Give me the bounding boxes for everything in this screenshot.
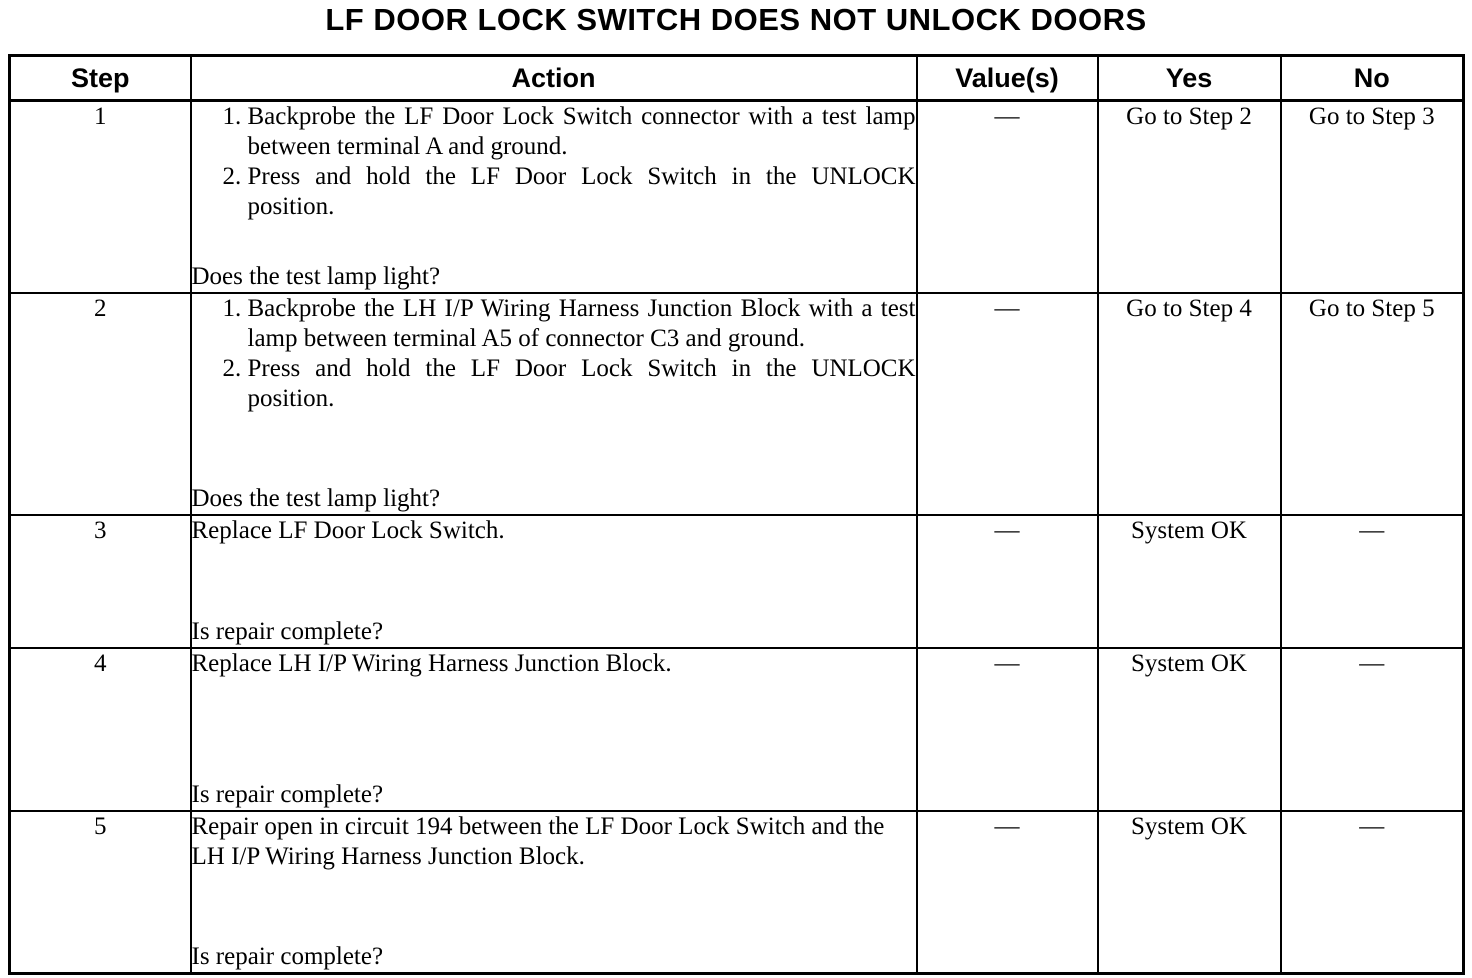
step-number: 2 [10,293,191,515]
yes-cell: System OK [1098,515,1281,648]
action-question: Is repair complete? [191,943,384,970]
action-question: Does the test lamp light? [191,484,441,512]
action-steps [192,294,916,414]
yes-cell: Go to Step 4 [1098,293,1281,515]
yes-cell: System OK [1098,648,1281,811]
action-text: Replace LH I/P Wiring Harness Junction Block. [191,649,672,677]
page-title: LF DOOR LOCK SWITCH DOES NOT UNLOCK DOORS [325,2,1147,37]
action-cell [191,293,917,515]
step-number: 3 [10,515,191,648]
yes-cell: System OK [1098,811,1281,974]
yes-cell: Go to Step 2 [1098,101,1281,293]
action-question: Is repair complete? [191,617,384,645]
header-action: Action [191,56,917,101]
action-cell [191,515,917,648]
table-row [10,101,1464,293]
header-row [10,56,1464,101]
value-cell: — [917,648,1098,811]
header-no: No [1281,56,1464,101]
action-cell [191,101,917,293]
no-cell: — [1281,811,1464,974]
header-yes: Yes [1098,56,1281,101]
action-steps [192,102,916,222]
action-step-item: 1. Backprobe the LH I/P Wiring Harness Junction Block with a test lamp between terminal A5 of connector C3 and ground. [248,294,916,354]
value-cell: — [917,293,1098,515]
header-step: Step [10,56,191,101]
no-cell: — [1281,648,1464,811]
step-number: 4 [10,648,191,811]
diagnostic-table [8,54,1465,975]
no-cell: — [1281,515,1464,648]
action-question: Is repair complete? [191,780,384,808]
table-row [10,293,1464,515]
no-cell: Go to Step 5 [1281,293,1464,515]
value-cell: — [917,811,1098,974]
step-number: 5 [10,811,191,974]
action-step-item: 2. Press and hold the LF Door Lock Switch in the UNLOCK position. [248,354,916,414]
action-question: Does the test lamp light? [191,262,441,290]
step-number: 1 [10,101,191,293]
action-step-item: 1. Backprobe the LF Door Lock Switch connector with a test lamp between terminal A and ground. [248,102,916,162]
value-cell: — [917,101,1098,293]
table-row [10,648,1464,811]
no-cell: Go to Step 3 [1281,101,1464,293]
header-values: Value(s) [917,56,1098,101]
table-row [10,515,1464,648]
action-text: Repair open in circuit 194 between the LF Door Lock Switch and the LH I/P Wiring Harness Junction Block. [191,812,885,870]
table-row [10,811,1464,974]
action-cell [191,811,917,974]
action-text: Replace LF Door Lock Switch. [191,516,505,544]
action-cell [191,648,917,811]
value-cell: — [917,515,1098,648]
action-step-item: 2. Press and hold the LF Door Lock Switch in the UNLOCK position. [248,162,916,222]
